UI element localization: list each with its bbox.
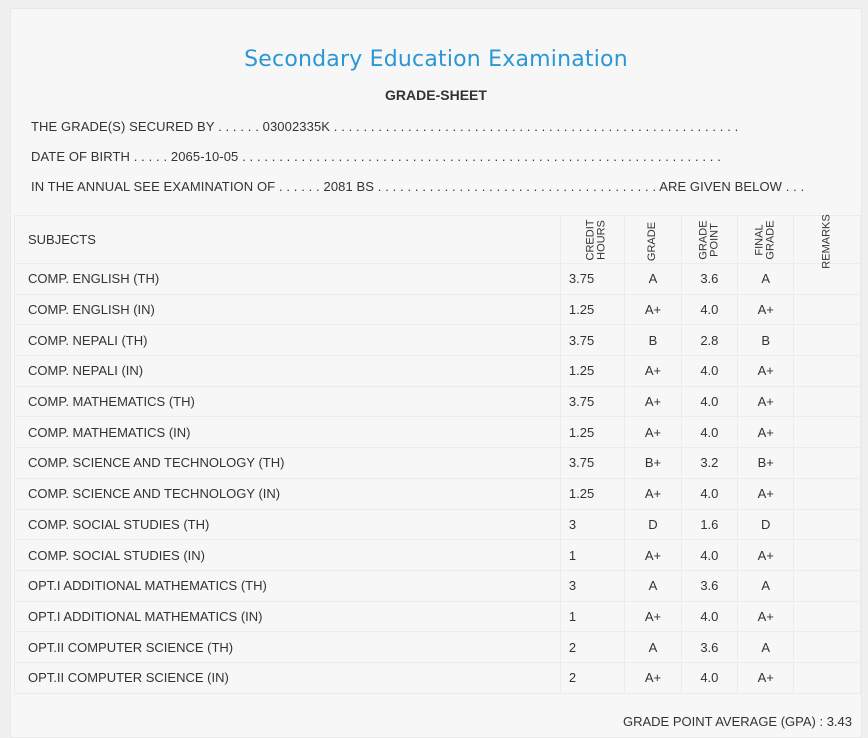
remarks-cell bbox=[794, 448, 861, 479]
grade-cell: A+ bbox=[625, 417, 681, 448]
final-grade-cell: A+ bbox=[738, 356, 794, 387]
remarks-cell bbox=[794, 294, 861, 325]
table-row bbox=[15, 386, 861, 417]
final-grade-cell: B bbox=[738, 325, 794, 356]
subject-cell: COMP. MATHEMATICS (IN) bbox=[15, 417, 561, 448]
examination-line bbox=[31, 179, 804, 194]
header-grade-point: GRADE POINT bbox=[681, 216, 737, 264]
credit-hours-cell: 3.75 bbox=[560, 386, 624, 417]
credit-hours-cell: 2 bbox=[560, 662, 624, 693]
grade-cell: A+ bbox=[625, 294, 681, 325]
final-grade-cell: A bbox=[738, 632, 794, 663]
table-row bbox=[15, 478, 861, 509]
table-row bbox=[15, 601, 861, 632]
remarks-cell bbox=[794, 570, 861, 601]
grade-point-cell: 4.0 bbox=[681, 601, 737, 632]
header-grade: GRADE bbox=[625, 216, 681, 264]
grade-cell: B bbox=[625, 325, 681, 356]
grade-point-cell: 3.2 bbox=[681, 448, 737, 479]
grade-point-cell: 4.0 bbox=[681, 294, 737, 325]
credit-hours-cell: 1.25 bbox=[560, 294, 624, 325]
subject-cell: COMP. SOCIAL STUDIES (TH) bbox=[15, 509, 561, 540]
date-of-birth: 2065-10-05 bbox=[170, 149, 239, 164]
final-grade-cell: A+ bbox=[738, 601, 794, 632]
subject-cell: OPT.I ADDITIONAL MATHEMATICS (IN) bbox=[15, 601, 561, 632]
given-below-label: ARE GIVEN BELOW . . . bbox=[659, 179, 805, 194]
exam-dots: . . . . . . . . . . . . . . . . . . . . . . . . . . . . . . . . . . . . . . bbox=[374, 179, 657, 194]
final-grade-cell: A+ bbox=[738, 294, 794, 325]
remarks-cell bbox=[794, 540, 861, 571]
credit-hours-cell: 1 bbox=[560, 601, 624, 632]
subject-cell: OPT.II COMPUTER SCIENCE (TH) bbox=[15, 632, 561, 663]
grade-point-cell: 4.0 bbox=[681, 478, 737, 509]
remarks-cell bbox=[794, 662, 861, 693]
remarks-cell bbox=[794, 325, 861, 356]
grade-cell: D bbox=[625, 509, 681, 540]
grade-cell: A bbox=[625, 570, 681, 601]
grade-point-cell: 4.0 bbox=[681, 356, 737, 387]
grade-point-cell: 3.6 bbox=[681, 632, 737, 663]
credit-hours-cell: 3 bbox=[560, 570, 624, 601]
grades-table bbox=[14, 215, 861, 694]
symbol-number: 03002335K bbox=[262, 119, 331, 134]
secured-by-dots: . . . . . . . . . . . . . . . . . . . . . . . . . . . . . . . . . . . . . . . . . . . . . . . . . . . . . . . bbox=[330, 119, 739, 134]
credit-hours-cell: 1.25 bbox=[560, 478, 624, 509]
grade-point-cell: 4.0 bbox=[681, 662, 737, 693]
grade-point-cell: 4.0 bbox=[681, 417, 737, 448]
subject-cell: COMP. MATHEMATICS (TH) bbox=[15, 386, 561, 417]
table-row bbox=[15, 417, 861, 448]
credit-hours-cell: 3.75 bbox=[560, 325, 624, 356]
grade-cell: A+ bbox=[625, 386, 681, 417]
secured-by-label: THE GRADE(S) SECURED BY . . . . . . bbox=[31, 119, 259, 134]
table-row bbox=[15, 632, 861, 663]
grade-point-cell: 4.0 bbox=[681, 386, 737, 417]
grade-cell: A+ bbox=[625, 478, 681, 509]
subject-cell: COMP. SCIENCE AND TECHNOLOGY (TH) bbox=[15, 448, 561, 479]
table-row bbox=[15, 509, 861, 540]
grade-point-cell: 2.8 bbox=[681, 325, 737, 356]
final-grade-cell: B+ bbox=[738, 448, 794, 479]
credit-hours-cell: 2 bbox=[560, 632, 624, 663]
credit-hours-cell: 1.25 bbox=[560, 417, 624, 448]
grade-sheet bbox=[10, 8, 862, 738]
table-row bbox=[15, 356, 861, 387]
remarks-cell bbox=[794, 386, 861, 417]
secured-by-line bbox=[31, 119, 738, 134]
credit-hours-cell: 3 bbox=[560, 509, 624, 540]
final-grade-cell: A bbox=[738, 570, 794, 601]
subject-cell: OPT.I ADDITIONAL MATHEMATICS (TH) bbox=[15, 570, 561, 601]
remarks-cell bbox=[794, 356, 861, 387]
subject-cell: COMP. SOCIAL STUDIES (IN) bbox=[15, 540, 561, 571]
grade-point-cell: 3.6 bbox=[681, 264, 737, 295]
final-grade-cell: A bbox=[738, 264, 794, 295]
remarks-cell bbox=[794, 509, 861, 540]
grade-cell: A+ bbox=[625, 662, 681, 693]
table-row bbox=[15, 294, 861, 325]
header-final-grade: FINAL GRADE bbox=[738, 216, 794, 264]
table-row bbox=[15, 540, 861, 571]
table-row bbox=[15, 325, 861, 356]
final-grade-cell: A+ bbox=[738, 662, 794, 693]
sheet-title: GRADE-SHEET bbox=[385, 87, 487, 103]
subject-cell: OPT.II COMPUTER SCIENCE (IN) bbox=[15, 662, 561, 693]
grade-cell: A+ bbox=[625, 356, 681, 387]
subject-cell: COMP. ENGLISH (TH) bbox=[15, 264, 561, 295]
gpa-summary: GRADE POINT AVERAGE (GPA) : 3.43 bbox=[622, 714, 852, 729]
credit-hours-cell: 1 bbox=[560, 540, 624, 571]
final-grade-cell: D bbox=[738, 509, 794, 540]
final-grade-cell: A+ bbox=[738, 417, 794, 448]
header-credit-hours: CREDIT HOURS bbox=[560, 216, 624, 264]
table-row bbox=[15, 264, 861, 295]
grade-cell: A+ bbox=[625, 540, 681, 571]
grade-cell: B+ bbox=[625, 448, 681, 479]
grade-point-cell: 4.0 bbox=[681, 540, 737, 571]
exam-title: Secondary Education Examination bbox=[244, 47, 628, 72]
final-grade-cell: A+ bbox=[738, 386, 794, 417]
remarks-cell bbox=[794, 417, 861, 448]
credit-hours-cell: 3.75 bbox=[560, 264, 624, 295]
table-row bbox=[15, 570, 861, 601]
subject-cell: COMP. SCIENCE AND TECHNOLOGY (IN) bbox=[15, 478, 561, 509]
table-row bbox=[15, 662, 861, 693]
grade-point-cell: 3.6 bbox=[681, 570, 737, 601]
credit-hours-cell: 3.75 bbox=[560, 448, 624, 479]
dob-dots: . . . . . . . . . . . . . . . . . . . . . . . . . . . . . . . . . . . . . . . . . . . . . . . . . . . . . . . . . . . . . . . . . bbox=[238, 149, 721, 164]
subject-cell: COMP. NEPALI (TH) bbox=[15, 325, 561, 356]
table-header-row bbox=[15, 216, 861, 264]
remarks-cell bbox=[794, 632, 861, 663]
date-of-birth-line bbox=[31, 149, 721, 164]
grade-cell: A+ bbox=[625, 601, 681, 632]
grade-point-cell: 1.6 bbox=[681, 509, 737, 540]
exam-year: 2081 BS bbox=[323, 179, 375, 194]
table-row bbox=[15, 448, 861, 479]
subject-cell: COMP. NEPALI (IN) bbox=[15, 356, 561, 387]
final-grade-cell: A+ bbox=[738, 540, 794, 571]
exam-label: IN THE ANNUAL SEE EXAMINATION OF . . . . . . bbox=[31, 179, 320, 194]
dob-label: DATE OF BIRTH . . . . . bbox=[31, 149, 168, 164]
final-grade-cell: A+ bbox=[738, 478, 794, 509]
grade-cell: A bbox=[625, 632, 681, 663]
grade-cell: A bbox=[625, 264, 681, 295]
credit-hours-cell: 1.25 bbox=[560, 356, 624, 387]
remarks-cell bbox=[794, 478, 861, 509]
subject-cell: COMP. ENGLISH (IN) bbox=[15, 294, 561, 325]
header-remarks: REMARKS bbox=[794, 216, 861, 264]
remarks-cell bbox=[794, 601, 861, 632]
header-subjects: SUBJECTS bbox=[15, 216, 561, 264]
